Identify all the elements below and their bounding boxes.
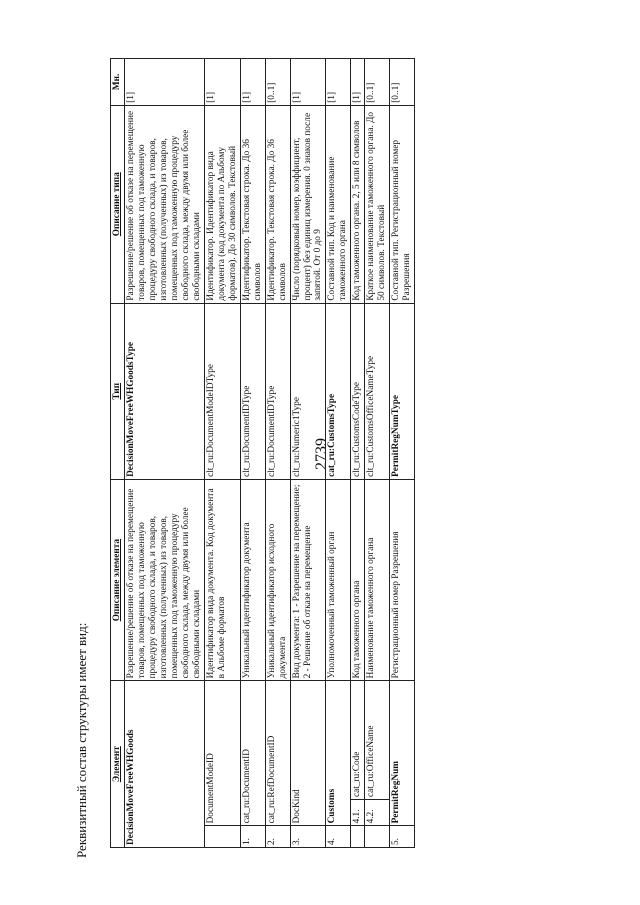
row-number: 5. <box>390 826 415 848</box>
header-type-description: Описание типа <box>111 105 125 303</box>
table-row <box>390 59 415 848</box>
type-description: Число (порядковый номер, коэффициент, процент) без единиц измерения. 0 знаков после запятой. От 0 до 9 <box>290 105 326 303</box>
row-number <box>351 826 365 848</box>
sub-row-number: 4.2. <box>365 800 390 826</box>
table-row <box>326 59 351 848</box>
element-type: clt_ru:CustomsOfficeNameType <box>365 303 390 479</box>
table-row <box>351 59 365 848</box>
row-number <box>365 826 390 848</box>
element-description: Код таможенного органа <box>351 479 365 680</box>
row-number: 4. <box>326 826 351 848</box>
element-name: PermitRegNum <box>390 681 415 826</box>
sub-row-number: 4.1. <box>351 800 365 826</box>
table-container <box>110 58 518 848</box>
element-description: Наименование таможенного органа <box>365 479 390 680</box>
element-name: cat_ru:Code <box>351 681 365 800</box>
table-row <box>265 59 290 848</box>
element-description: Уникальный идентификатор документа <box>240 479 265 680</box>
header-type: Тип <box>111 303 125 479</box>
multiplicity: [1] <box>326 59 351 106</box>
element-name: cat_ru:DocumentID <box>240 681 265 826</box>
row-number: 1. <box>240 826 265 848</box>
table-row <box>290 59 326 848</box>
type-description: Составной тип. Код и наименование таможенного органа <box>326 105 351 303</box>
element-type: clt_ru:Numeric1Type <box>290 303 326 479</box>
element-name: cat_ru:RefDocumentID <box>265 681 290 826</box>
header-element-description: Описание элемента <box>111 479 125 680</box>
element-name: Customs <box>326 681 351 826</box>
multiplicity: [0..1] <box>265 59 290 106</box>
element-description: Идентификатор вида документа. Код документа в Альбоме форматов <box>204 479 240 680</box>
header-element: Элемент <box>111 681 125 848</box>
element-description: Вид документа: 1 - Разрешение на перемещение; 2 - Решение об отказе на перемещение <box>290 479 326 680</box>
element-type: DecisionMoveFreeWHGoodsType <box>124 303 204 479</box>
element-type: clt_ru:CustomsCodeType <box>351 303 365 479</box>
multiplicity: [0..1] <box>390 59 415 106</box>
row-number: 2. <box>265 826 290 848</box>
table-row <box>204 59 240 848</box>
element-type: cat_ru:CustomsType <box>326 303 351 479</box>
multiplicity: [1] <box>124 59 204 106</box>
element-description: Разрешение/решение об отказе на перемещение товаров, помещенных под таможенную процедуру свободного склада, и товаров, изготовленных (полученных) из товаров, помещенных под таможенную процедуру свободного склада, между двумя или более свободными складами <box>124 479 204 680</box>
row-number <box>204 826 240 848</box>
table-row <box>124 59 204 848</box>
multiplicity: [1] <box>290 59 326 106</box>
element-name: DecisionMoveFreeWHGoods <box>124 681 204 848</box>
element-type: PermitRegNumType <box>390 303 415 479</box>
element-description: Уполномоченный таможенный орган <box>326 479 351 680</box>
page-number: 2739 <box>313 438 330 470</box>
table-row <box>365 59 390 848</box>
intro-text: Реквизитный состав структуры имеет вид: <box>74 622 89 858</box>
element-name: DocumentModeID <box>204 681 240 826</box>
element-name: cat_ru:OfficeName <box>365 681 390 800</box>
type-description: Разрешение/решение об отказе на перемещение товаров, помещенных под таможенную процедуру свободного склада, и товаров, изготовленных (полученных) из товаров, помещенных под таможенную процедуру свободного склада, между двумя или более свободными складами <box>124 105 204 303</box>
rotated-table-frame <box>110 58 518 848</box>
structure-table <box>110 58 415 848</box>
row-number: 3. <box>290 826 326 848</box>
type-description: Идентификатор. Текстовая строка. До 36 символов <box>265 105 290 303</box>
element-type: clt_ru:DocumentIDType <box>240 303 265 479</box>
multiplicity: [1] <box>240 59 265 106</box>
multiplicity: [1] <box>204 59 240 106</box>
multiplicity: [0..1] <box>365 59 390 106</box>
element-description: Регистрационный номер Разрешения <box>390 479 415 680</box>
table-row <box>240 59 265 848</box>
element-type: clt_ru:DocumentModeIDType <box>204 303 240 479</box>
type-description: Идентификатор. Идентификатор вида документа (код документа по Альбому форматов). До 30 символов. Текстовый <box>204 105 240 303</box>
element-name: DocKind <box>290 681 326 826</box>
type-description: Код таможенного органа. 2, 5 или 8 символов <box>351 105 365 303</box>
table-header-row <box>111 59 125 848</box>
multiplicity: [1] <box>351 59 365 106</box>
header-multiplicity: Мн. <box>111 59 125 106</box>
element-type: clt_ru:DocumentIDType <box>265 303 290 479</box>
type-description: Идентификатор. Текстовая строка. До 36 символов <box>240 105 265 303</box>
type-description: Составной тип. Регистрационный номер Разрешения <box>390 105 415 303</box>
element-description: Уникальный идентификатор исходного документа <box>265 479 290 680</box>
type-description: Краткое наименование таможенного органа. До 50 символов. Текстовый <box>365 105 390 303</box>
